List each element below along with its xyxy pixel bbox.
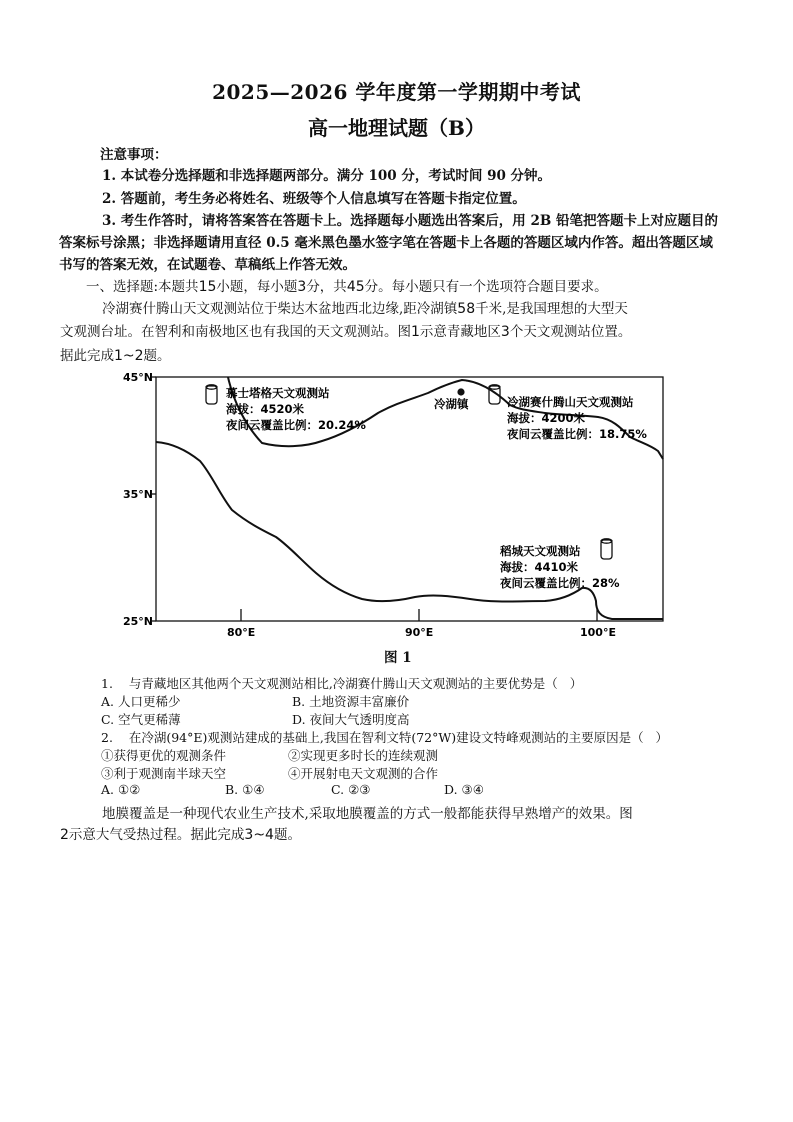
figure-1-caption: 图 1: [384, 650, 412, 666]
lon-label-90e: 90°E: [405, 626, 434, 639]
question-2-option-d[interactable]: D. ③④: [444, 782, 484, 797]
saishiteng-station-cloud: 夜间云覆盖比例：18.75%: [507, 427, 647, 441]
note-item-1: 1. 本试卷分选择题和非选择题两部分。满分 100 分，考试时间 90 分钟。: [102, 168, 552, 184]
saishiteng-station-altitude: 海拔：4200米: [507, 411, 586, 425]
passage-1-line-1: 冷湖赛什腾山天文观测站位于柴达木盆地西北边缘,距冷湖镇58千米,是我国理想的大型天: [102, 301, 628, 317]
figure-1-map: [0, 365, 793, 665]
passage-2-line-2: 2示意大气受热过程。据此完成3~4题。: [60, 827, 301, 843]
lon-label-80e: 80°E: [227, 626, 256, 639]
note-item-2: 2. 答题前，考生务必将姓名、班级等个人信息填写在答题卡指定位置。: [102, 191, 526, 207]
question-2-option-b[interactable]: B. ①④: [225, 782, 265, 797]
question-1-option-a[interactable]: A. 人口更稀少: [101, 694, 181, 709]
lenghu-town-label: 冷湖镇: [434, 397, 469, 411]
daocheng-station-cloud: 夜间云覆盖比例：28%: [500, 576, 620, 590]
section-1-heading: 一、选择题:本题共15小题，每小题3分，共45分。每小题只有一个选项符合题目要求。: [86, 279, 608, 295]
question-1-stem: 1. 与青藏地区其他两个天文观测站相比,冷湖赛什腾山天文观测站的主要优势是（ ）: [101, 676, 583, 691]
notes-heading: 注意事项：: [100, 147, 168, 163]
question-2-statement-1: ①获得更优的观测条件: [101, 748, 227, 763]
muztagh-station-altitude: 海拔：4520米: [226, 402, 305, 416]
exam-subtitle: 高一地理试题（B）: [308, 116, 485, 140]
lat-label-25n: 25°N: [123, 615, 154, 628]
lenghu-town-dot: [457, 388, 464, 395]
daocheng-station-altitude: 海拔：4410米: [500, 560, 579, 574]
lat-label-35n: 35°N: [123, 488, 154, 501]
daocheng-station-marker: [601, 539, 612, 559]
question-1-option-b[interactable]: B. 土地资源丰富廉价: [292, 694, 410, 709]
lon-label-100e: 100°E: [580, 626, 616, 639]
note-item-3: 3. 考生作答时，请将答案答在答题卡上。选择题每小题选出答案后，用 2B 铅笔把答题卡上对应题目的: [102, 213, 718, 229]
passage-2-line-1: 地膜覆盖是一种现代农业生产技术,采取地膜覆盖的方式一般都能获得早熟增产的效果。图: [102, 806, 633, 822]
muztagh-station-marker: [206, 385, 217, 404]
passage-1-line-3: 据此完成1~2题。: [60, 348, 171, 364]
question-2-statement-2: ②实现更多时长的连续观测: [288, 748, 439, 763]
saishiteng-station-name: 冷湖赛什腾山天文观测站: [507, 395, 634, 409]
note-item-3-end: 书写的答案无效，在试题卷、草稿纸上作答无效。: [59, 257, 356, 273]
lat-label-45n: 45°N: [123, 371, 154, 384]
muztagh-station-name: 慕士塔格天文观测站: [226, 386, 330, 400]
exam-title: 2025—2026 学年度第一学期期中考试: [212, 80, 581, 104]
passage-1-line-2: 文观测台址。在智利和南极地区也有我国的天文观测站。图1示意青藏地区3个天文观测站位置。: [60, 324, 632, 340]
question-2-option-a[interactable]: A. ①②: [101, 782, 141, 797]
daocheng-station-name: 稻城天文观测站: [500, 544, 581, 558]
question-2-stem: 2. 在冷湖(94°E)观测站建成的基础上,我国在智利文特(72°W)建设文特峰观测站的主要原因是（ ）: [101, 730, 669, 745]
question-2-statement-4: ④开展射电天文观测的合作: [288, 766, 439, 781]
question-2-statement-3: ③利于观测南半球天空: [101, 766, 227, 781]
question-1-option-d[interactable]: D. 夜间大气透明度高: [292, 712, 410, 727]
muztagh-station-cloud: 夜间云覆盖比例：20.24%: [226, 418, 366, 432]
question-2-option-c[interactable]: C. ②③: [331, 782, 371, 797]
question-1-option-c[interactable]: C. 空气更稀薄: [101, 712, 181, 727]
note-item-3-cont: 答案标号涂黑；非选择题请用直径 0.5 毫米黑色墨水签字笔在答题卡上各题的答题区域内作答。超出答题区域: [59, 235, 713, 251]
southern-border-line: [156, 442, 663, 619]
